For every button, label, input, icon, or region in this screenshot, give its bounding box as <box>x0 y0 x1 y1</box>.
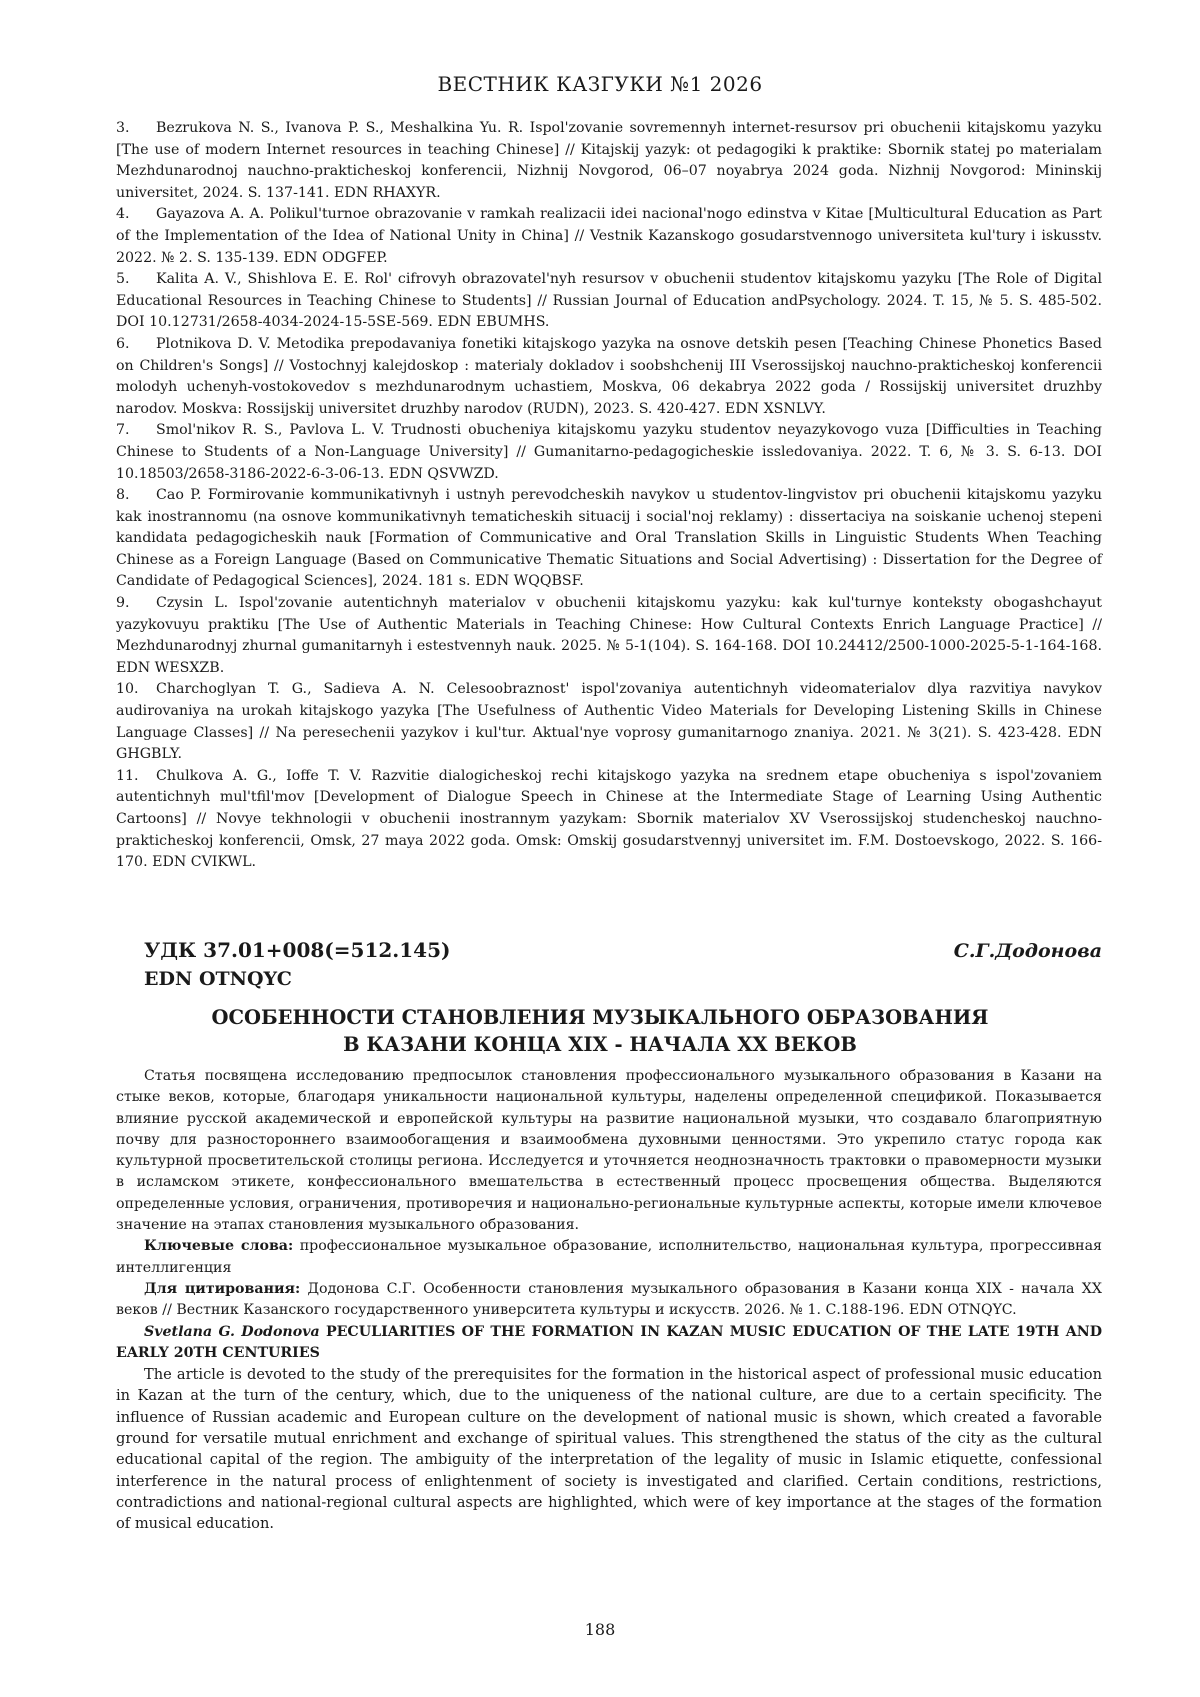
english-author: Svetlana G. Dodonova <box>144 1323 320 1340</box>
keywords-text: профессиональное музыкальное образование, исполнительство, национальная культура, прогрессивная интеллигенция <box>116 1238 1102 1276</box>
reference-number: 5. <box>116 271 130 288</box>
reference-number: 4. <box>116 206 130 223</box>
keywords-paragraph <box>116 1236 1102 1279</box>
reference-number: 6. <box>116 335 130 352</box>
reference-number: 8. <box>116 487 130 504</box>
article-title-line-1: ОСОБЕННОСТИ СТАНОВЛЕНИЯ МУЗЫКАЛЬНОГО ОБРАЗОВАНИЯ <box>211 1006 989 1029</box>
article-body <box>116 1066 1102 1535</box>
citation-text: Додонова С.Г. Особенности становления музыкального образования в Казани конца XIX - начала XX веков // Вестник Казанского государственного университета культуры и искусств. 2026. № 1. С.188-196. EDN OTNQYC. <box>116 1280 1102 1319</box>
abstract-ru: Статья посвящена исследованию предпосылок становления профессионального музыкального образования в Казани на стыке веков, которые, благодаря уникальности национальной культуры, наделены определенной спецификой. Показывается влияние русской академической и европейской культуры на развитие национальной музыки, что создавало благоприятную почву для разностороннего взаимообогащения и взаимообмена духовными ценностями. Это укрепило статус города как культурной просветительской столицы региона. Исследуется и уточняется неоднозначность трактовки о правомерности музыки в исламском этикете, конфессионального вмешательства в естественный процесс просвещения общества. Выделяются определенные условия, ограничения, противоречия и национально-региональные культурные аспекты, которые имели ключевое значение на этапах становления музыкального образования. <box>116 1068 1102 1234</box>
reference-number: 7. <box>116 422 130 439</box>
reference-number: 11. <box>116 767 139 784</box>
reference-text: Gayazova A. A. Polikul'turnoe obrazovanie v ramkah realizacii idei nacional'nogo edinstva v Kitae [Multicultural Education as Part of the Implementation of the Idea of National Unity in China] // Vestnik Kazanskogo gosudarstvennogo universiteta kul'tury i iskusstv. 2022. № 2. S. 135-139. EDN ODGFEP. <box>116 206 1102 266</box>
reference-item <box>116 118 1102 204</box>
citation-label: Для цитирования: <box>144 1280 301 1297</box>
reference-item <box>116 334 1102 420</box>
english-title-paragraph <box>116 1322 1102 1365</box>
reference-item <box>116 593 1102 679</box>
edn-code: EDN OTNQYC <box>144 968 292 990</box>
reference-item <box>116 420 1102 485</box>
reference-text: Cao P. Formirovanie kommunikativnyh i ustnyh perevodcheskih navykov u studentov-lingvistov pri obuchenii kitajskomu yazyku kak inostrannomu (na osnove kommunikativnyh tematicheskih situacij i social'noj reklamy) : dissertaciya na soiskanie uchenoj stepeni kandidata pedagogicheskih nauk [Formation of Communicative and Oral Translation Skills in Linguistic Students When Teaching Chinese as a Foreign Language (Based on Communicative Thematic Situations and Social Advertising) : Dissertation for the Degree of Candidate of Pedagogical Sciences], 2024. 181 s. EDN WQQBSF. <box>116 487 1102 590</box>
reference-text: Czysin L. Ispol'zovanie autentichnyh materialov v obuchenii kitajskomu yazyku: kak kul'turnye konteksty obogashchayut yazykovuyu praktiku [The Use of Authentic Materials in Teaching Chinese: How Cultural Contexts Enrich Language Practice] // Mezhdunarodnyj zhurnal gumanitarnyh i estestvennyh nauk. 2025. № 5-1(104). S. 164-168. DOI 10.24412/2500-1000-2025-5-1-164-168. EDN WESXZB. <box>116 595 1102 676</box>
reference-text: Kalita A. V., Shishlova E. E. Rol' cifrovyh obrazovatel'nyh resursov v obuchenii studentov kitajskomu yazyku [The Role of Digital Educational Resources in Teaching Chinese to Students] // Russian Journal of Education andPsychology. 2024. T. 15, № 5. S. 485-502. DOI 10.12731/2658-4034-2024-15-5SE-569. EDN EBUMHS. <box>116 271 1102 331</box>
reference-item <box>116 766 1102 874</box>
journal-header: ВЕСТНИК КАЗГУКИ №1 2026 <box>437 72 763 96</box>
reference-number: 9. <box>116 595 130 612</box>
reference-number: 3. <box>116 120 130 136</box>
reference-item <box>116 679 1102 765</box>
article-author: С.Г.Додонова <box>953 940 1102 962</box>
reference-item <box>116 204 1102 269</box>
reference-number: 10. <box>116 681 139 698</box>
reference-item <box>116 485 1102 593</box>
reference-text: Chulkova A. G., Ioffe T. V. Razvitie dialogicheskoj rechi kitajskogo yazyka na srednem etape obucheniya s ispol'zovaniem autentichnyh mul'tfil'mov [Development of Dialogue Speech in Chinese at the Intermediate Stage of Learning Using Authentic Cartoons] // Novye tekhnologii v obuchenii inostrannym yazykam: Sbornik materialov XV Vserossijskoj studencheskoj nauchno-prakticheskoj konferencii, Omsk, 27 maya 2022 goda. Omsk: Omskij gosudarstvennyj universitet im. F.M. Dostoevskogo, 2022. S. 166-170. EDN CVIKWL. <box>116 767 1102 871</box>
udk-code: УДК 37.01+008(=512.145) <box>144 938 451 962</box>
page-number: 188 <box>584 1620 616 1639</box>
article-title-line-2: В КАЗАНИ КОНЦА XIX - НАЧАЛА XX ВЕКОВ <box>343 1033 857 1056</box>
abstract-en: The article is devoted to the study of the prerequisites for the formation in the historical aspect of professional music education in Kazan at the turn of the century, which, due to the uniqueness of the national culture, are due to a certain specificity. The influence of Russian academic and European culture on the development of national music is shown, which created a favorable ground for versatile mutual enrichment and exchange of spiritual values. This strengthened the status of the city as the cultural educational capital of the region. The ambiguity of the interpretation of the legality of music in Islamic etiquette, confessional interference in the natural process of enlightenment of society is investigated and clarified. Certain conditions, restrictions, contradictions and national-regional cultural aspects are highlighted, which were of key importance at the stages of the formation of musical education. <box>116 1366 1102 1533</box>
reference-text: Plotnikova D. V. Metodika prepodavaniya fonetiki kitajskogo yazyka na osnove detskih pesen [Teaching Chinese Phonetics Based on Children's Songs] // Vostochnyj kalejdoskop : materialy dokladov i soobshchenij III Vserossijskoj nauchno-prakticheskoj konferencii molodyh uchenyh-vostokovedov s mezhdunarodnym uchastiem, Moskva, 06 dekabrya 2022 goda / Rossijskij universitet druzhby narodov. Moskva: Rossijskij universitet druzhby narodov (RUDN), 2023. S. 420-427. EDN XSNLVY. <box>116 335 1102 417</box>
english-title: PECULIARITIES OF THE FORMATION IN KAZAN MUSIC EDUCATION OF THE LATE 19TH AND EARLY 20TH CENTURIES <box>116 1323 1102 1361</box>
reference-text: Smol'nikov R. S., Pavlova L. V. Trudnosti obucheniya kitajskomu yazyku studentov neyazykovogo vuza [Difficulties in Teaching Chinese to Students of a Non-Language University] // Gumanitarno-pedagogicheskie issledovaniya. 2022. T. 6, № 3. S. 6-13. DOI 10.18503/2658-3186-2022-6-3-06-13. EDN QSVWZD. <box>116 422 1102 482</box>
article-title <box>0 1004 1200 1058</box>
article-metadata <box>144 938 1102 990</box>
reference-list <box>116 118 1102 874</box>
reference-text: Bezrukova N. S., Ivanova P. S., Meshalkina Yu. R. Ispol'zovanie sovremennyh internet-resursov pri obuchenii kitajskomu yazyku [The use of modern Internet resources in teaching Chinese] // Kitajskij yazyk: ot pedagogiki k praktike: Sbornik statej po materialam Mezhdunarodnoj nauchno-prakticheskoj konferencii, Nizhnij Novgorod, 06–07 noyabrya 2024 goda. Nizhnij Novgorod: Mininskij universitet, 2024. S. 137-141. EDN RHAXYR. <box>116 120 1102 201</box>
citation-paragraph <box>116 1279 1102 1322</box>
reference-text: Charchoglyan T. G., Sadieva A. N. Celesoobraznost' ispol'zovaniya autentichnyh videomaterialov dlya razvitiya navykov audirovaniya na urokah kitajskogo yazyka [The Usefulness of Authentic Video Materials for Developing Listening Skills in Chinese Language Classes] // Na peresechenii yazykov i kul'tur. Aktual'nye voprosy gumanitarnogo znaniya. 2021. № 3(21). S. 423-428. EDN GHGBLY. <box>116 681 1102 763</box>
keywords-label: Ключевые слова: <box>144 1238 294 1255</box>
reference-item <box>116 269 1102 334</box>
